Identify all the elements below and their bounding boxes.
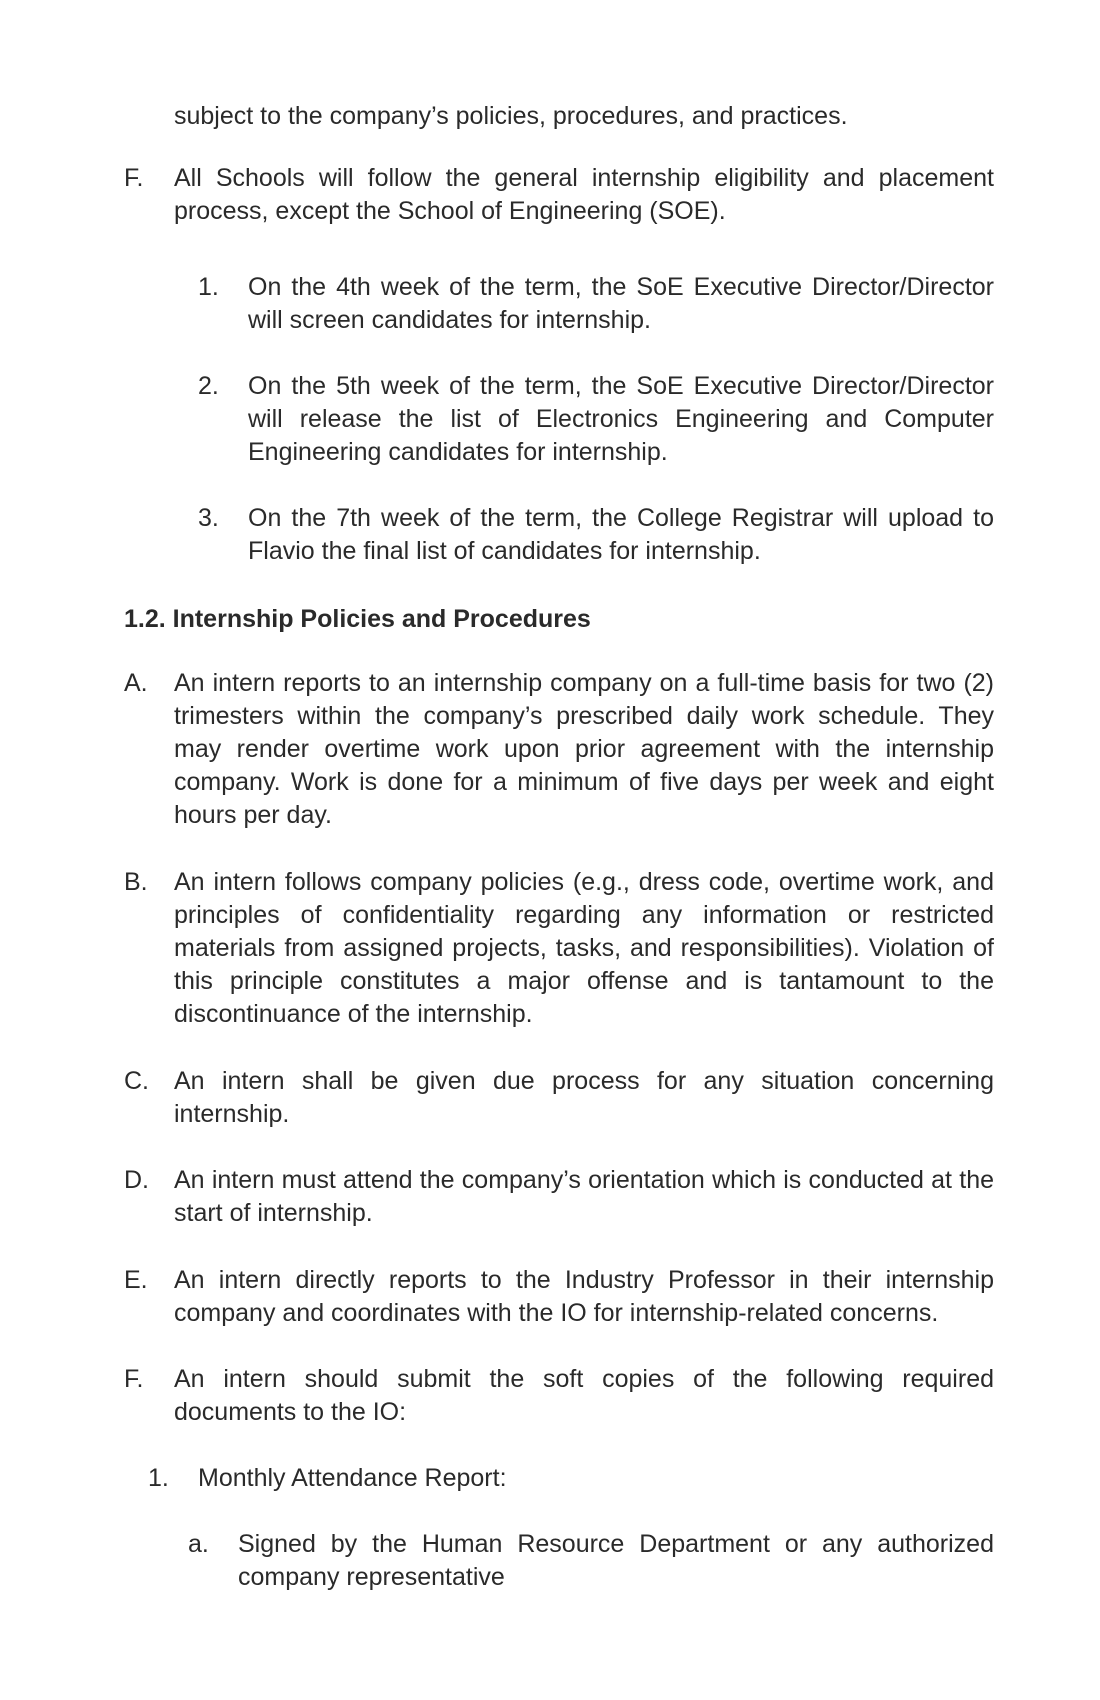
section-heading: 1.2. Internship Policies and Procedures [124,605,591,633]
item-text: An intern shall be given due process for any situation concerning internship. [174,1067,994,1128]
item-label: F. [124,164,144,192]
item-text: An intern must attend the company’s orientation which is conducted at the start of internship. [174,1166,994,1227]
item-label: F. [124,1365,144,1393]
item-text: Signed by the Human Resource Department or any authorized company representative [238,1530,994,1591]
item-text: An intern directly reports to the Industry Professor in their internship company and coordinates with the IO for internship-related concerns. [174,1266,994,1327]
item-text: On the 7th week of the term, the College Registrar will upload to Flavio the final list of candidates for internship. [248,504,994,565]
item-number: 2. [198,372,219,400]
item-number: 1. [198,273,219,301]
item-label: D. [124,1166,149,1194]
item-text: An intern should submit the soft copies of the following required documents to the IO: [174,1365,994,1426]
item-number: 1. [148,1464,169,1492]
item-label: B. [124,868,148,896]
item-number: 3. [198,504,219,532]
item-text: An intern follows company policies (e.g., dress code, overtime work, and principles of confidentiality regarding any information or restricted materials from assigned projects, tasks, and responsibilities). Violation of this principle constitutes a major offense and is tantamount to the discontinuance of the internship. [174,868,994,1028]
item-label: A. [124,669,148,697]
continuation-paragraph: subject to the company’s policies, procedures, and practices. [174,102,848,130]
item-text: All Schools will follow the general internship eligibility and placement process, except the School of Engineering (SOE). [174,164,994,225]
item-text: On the 4th week of the term, the SoE Executive Director/Director will screen candidates for internship. [248,273,994,334]
item-label: C. [124,1067,149,1095]
item-label: E. [124,1266,148,1294]
item-text: An intern reports to an internship company on a full-time basis for two (2) trimesters within the company’s prescribed daily work schedule. They may render overtime work upon prior agreement with the internship company. Work is done for a minimum of five days per week and eight hours per day. [174,669,994,829]
item-letter: a. [188,1530,209,1558]
item-text: Monthly Attendance Report: [198,1464,507,1492]
item-text: On the 5th week of the term, the SoE Executive Director/Director will release the list of Electronics Engineering and Computer Engineering candidates for internship. [248,372,994,466]
